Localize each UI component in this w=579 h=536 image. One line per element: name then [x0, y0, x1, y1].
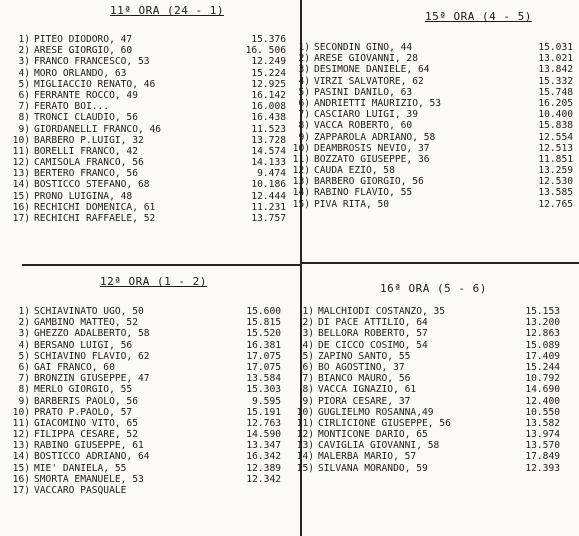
list-item [284, 109, 573, 120]
row-number: 2) [298, 53, 310, 65]
participant-value: 13.259 [538, 165, 573, 177]
participant-name: GIACOMINO VITO, 65 [34, 417, 138, 429]
participant-value: 14.590 [246, 429, 281, 441]
participant-name: VACCA IGNAZIO, 61 [318, 384, 417, 396]
row-number: 8) [298, 120, 310, 132]
participant-value: 12.530 [538, 176, 573, 188]
participant-name: RECHICHI DOMENICA, 61 [34, 201, 156, 213]
list-item [4, 146, 286, 157]
participant-name: MERLO GIORGIO, 55 [34, 384, 133, 396]
participant-name: SILVANA MORANDO, 59 [318, 462, 428, 474]
participant-name: DESIMONE DANIELE, 64 [314, 64, 430, 76]
row-number: 13) [12, 440, 30, 452]
participant-value: 16.008 [251, 101, 286, 113]
participant-name: FERATO BOI... [34, 101, 110, 113]
list-item [4, 373, 281, 384]
row-number: 11) [12, 417, 30, 429]
participant-value: 16.438 [251, 112, 286, 124]
row-number: 10) [292, 142, 310, 154]
participant-name: CASCIARO LUIGI, 39 [314, 109, 418, 121]
participant-value: 11.231 [251, 201, 286, 213]
list-item [284, 143, 573, 154]
participant-value: 13.585 [538, 187, 573, 199]
row-number: 11) [292, 153, 310, 165]
list-item [4, 317, 281, 328]
row-number: 14) [12, 451, 30, 463]
row-number: 15) [12, 462, 30, 474]
list-item [4, 101, 286, 112]
participant-name: BRONZIN GIUSEPPE, 47 [34, 373, 150, 385]
participant-name: BIANCO MAURO, 56 [318, 373, 411, 385]
participant-name: ANDRIETTI MAURIZIO, 53 [314, 97, 442, 109]
participant-value: 10.550 [525, 406, 560, 418]
list-item [284, 199, 573, 210]
participant-name: FRANCO FRANCESCO, 53 [34, 56, 150, 68]
participant-name: BERTERO FRANCO, 56 [34, 168, 138, 180]
participant-name: VACCA ROBERTO, 60 [314, 120, 413, 132]
row-number: 8) [302, 384, 314, 396]
list-item [4, 328, 281, 339]
participant-name: DE CICCO COSIMO, 54 [318, 339, 428, 351]
participant-value: 9.474 [257, 168, 286, 180]
participant-name: MONTICONE DARIO, 65 [318, 429, 428, 441]
participant-name: BORELLI FRANCO, 42 [34, 145, 138, 157]
row-number: 12) [292, 165, 310, 177]
participant-value: 16.381 [246, 339, 281, 351]
list-item [4, 56, 286, 67]
participant-value: 15.815 [246, 317, 281, 329]
row-number: 14) [12, 179, 30, 191]
list-item [288, 373, 560, 384]
participant-name: MIE' DANIELA, 55 [34, 462, 127, 474]
participant-name: DEAMBROSIS NEVIO, 37 [314, 142, 430, 154]
list-item [4, 440, 281, 451]
row-number: 4) [298, 75, 310, 87]
row-number: 3) [302, 328, 314, 340]
row-number: 7) [298, 109, 310, 121]
participant-value: 14.690 [525, 384, 560, 396]
participant-name: PRONO LUIGINA, 48 [34, 190, 133, 202]
participant-value: 13.021 [538, 53, 573, 65]
participant-value: 13.842 [538, 64, 573, 76]
participant-name: CAMISOLA FRANCO, 56 [34, 157, 144, 169]
participant-value: 11.523 [251, 123, 286, 135]
participant-value: 12.444 [251, 190, 286, 202]
quadrant-heading-12 [100, 275, 207, 288]
participant-value: 10.400 [538, 109, 573, 121]
participant-name: RABINO FLAVIO, 55 [314, 187, 413, 199]
participant-name: ZAPPAROLA ADRIANO, 58 [314, 131, 436, 143]
participant-name: BOSTICCO ADRIANO, 64 [34, 451, 150, 463]
list-item [284, 132, 573, 143]
participant-name: PIVA RITA, 50 [314, 198, 390, 210]
participant-value: 15.191 [246, 406, 281, 418]
list-item [4, 351, 281, 362]
row-number: 17) [12, 213, 30, 224]
participant-name: ARESE GIORGIO, 60 [34, 45, 133, 57]
list-item [284, 187, 573, 198]
row-number: 1) [18, 306, 30, 317]
participant-value: 12.389 [246, 462, 281, 474]
row-number: 10) [12, 134, 30, 146]
participant-name: PITEO DIODORO, 47 [34, 34, 133, 45]
row-number: 7) [302, 373, 314, 385]
participant-value: 12.513 [538, 142, 573, 154]
participant-name: RABINO GIUSEPPE, 61 [34, 440, 144, 452]
row-number: 4) [302, 339, 314, 351]
list-item [4, 168, 286, 179]
list-item [4, 191, 286, 202]
participant-name: DI PACE ATTILIO, 64 [318, 317, 428, 329]
row-number: 4) [18, 339, 30, 351]
quadrant-15-ora [284, 42, 573, 210]
row-number: 6) [18, 89, 30, 101]
participant-name: BERSANO LUIGI, 56 [34, 339, 133, 351]
row-number: 8) [18, 384, 30, 396]
list-item [4, 306, 281, 317]
participant-value: 15.600 [246, 306, 281, 317]
participant-name: VACCARO PASQUALE [34, 485, 127, 496]
participant-value: 15.332 [538, 75, 573, 87]
participant-name: SECONDIN GINO, 44 [314, 42, 413, 53]
participant-name: BARBERO GIORGIO, 56 [314, 176, 424, 188]
participant-name: MORO ORLANDO, 63 [34, 67, 127, 79]
row-number: 9) [298, 131, 310, 143]
participant-name: PRATO P.PAOLO, 57 [34, 406, 133, 418]
row-number: 14) [296, 451, 314, 463]
participant-name: SCHIAVINO FLAVIO, 62 [34, 350, 150, 362]
participant-value: 16.142 [251, 89, 286, 101]
list-item [4, 90, 286, 101]
participant-name: FILIPPA CESARE, 52 [34, 429, 138, 441]
participant-name: VIRZI SALVATORE, 62 [314, 75, 424, 87]
quadrant-heading-15 [425, 10, 532, 23]
list-item [4, 135, 286, 146]
participant-name: CAUDA EZIO, 58 [314, 165, 395, 177]
participant-name: FERRANTE ROCCO, 49 [34, 89, 138, 101]
participant-name: RECHICHI RAFFAELE, 52 [34, 213, 156, 224]
row-number: 5) [18, 78, 30, 90]
row-number: 12) [12, 157, 30, 169]
participant-name: MIGLIACCIO RENATO, 46 [34, 78, 156, 90]
list-item [4, 68, 286, 79]
participant-value: 12.400 [525, 395, 560, 407]
participant-value: 12.249 [251, 56, 286, 68]
row-number: 16) [12, 201, 30, 213]
list-item [284, 76, 573, 87]
list-item [4, 474, 281, 485]
participant-value: 13.974 [525, 429, 560, 441]
participant-value: 15.224 [251, 67, 286, 79]
quadrant-12-ora [4, 306, 281, 496]
participant-name: ARESE GIOVANNI, 28 [314, 53, 418, 65]
participant-value: 13.200 [525, 317, 560, 329]
participant-value: 17.849 [525, 451, 560, 463]
row-number: 5) [18, 350, 30, 362]
participant-value: 15.376 [251, 34, 286, 45]
participant-value: 13.582 [525, 417, 560, 429]
list-item [4, 179, 286, 190]
list-item [4, 418, 281, 429]
row-number: 2) [18, 45, 30, 57]
participant-name: BARBERIS PAOLO, 56 [34, 395, 138, 407]
participant-name: BOZZATO GIUSEPPE, 36 [314, 153, 430, 165]
participant-value: 17.075 [246, 361, 281, 373]
row-number: 12) [12, 429, 30, 441]
row-number: 11) [12, 145, 30, 157]
row-number: 9) [302, 395, 314, 407]
row-number: 6) [298, 97, 310, 109]
participant-name: GIORDANELLI FRANCO, 46 [34, 123, 162, 135]
list-item [4, 485, 281, 496]
list-item [4, 463, 281, 474]
list-item [4, 79, 286, 90]
list-item [284, 165, 573, 176]
participant-name: BO AGOSTINO, 37 [318, 361, 405, 373]
row-number: 10) [12, 406, 30, 418]
heading-text: 16ª ORA (5 - 6) [380, 282, 487, 295]
list-item [284, 154, 573, 165]
participant-value: 15.838 [538, 120, 573, 132]
participant-value: 12.765 [538, 198, 573, 210]
participant-value: 15.153 [525, 306, 560, 317]
participant-value: 10.186 [251, 179, 286, 191]
participant-name: GAMBINO MATTEO, 52 [34, 317, 138, 329]
list-item [284, 176, 573, 187]
participant-name: PIORA CESARE, 37 [318, 395, 411, 407]
row-number: 3) [18, 56, 30, 68]
participant-name: BARBERO P.LUIGI, 32 [34, 134, 144, 146]
row-number: 3) [18, 328, 30, 340]
participant-value: 15.244 [525, 361, 560, 373]
participant-name: TRONCI CLAUDIO, 56 [34, 112, 138, 124]
list-item [4, 157, 286, 168]
participant-name: MALERBA MARIO, 57 [318, 451, 417, 463]
list-item [4, 45, 286, 56]
participant-value: 15.520 [246, 328, 281, 340]
list-item [4, 34, 286, 45]
list-item [288, 440, 560, 451]
participant-name: CAVIGLIA GIOVANNI, 58 [318, 440, 440, 452]
list-item [288, 328, 560, 339]
list-item [4, 362, 281, 373]
list-item [4, 124, 286, 135]
participant-value: 12.925 [251, 78, 286, 90]
list-item [288, 407, 560, 418]
participant-value: 12.393 [525, 462, 560, 474]
list-item [288, 384, 560, 395]
row-number: 2) [18, 317, 30, 329]
list-item [288, 463, 560, 474]
participant-name: GHEZZO ADALBERTO, 58 [34, 328, 150, 340]
list-item [284, 53, 573, 64]
row-number: 5) [298, 86, 310, 98]
quadrant-heading-16 [380, 282, 487, 295]
row-number: 16) [12, 473, 30, 485]
horizontal-divider-left [22, 264, 300, 266]
list-item [288, 317, 560, 328]
row-number: 17) [12, 485, 30, 496]
quadrant-11-ora [4, 34, 286, 224]
participant-name: GUGLIELMO ROSANNA,49 [318, 406, 434, 418]
participant-value: 16.342 [246, 451, 281, 463]
list-item [4, 202, 286, 213]
list-item [288, 362, 560, 373]
row-number: 5) [302, 350, 314, 362]
list-item [4, 451, 281, 462]
participant-value: 15.031 [538, 42, 573, 53]
list-item [288, 429, 560, 440]
list-item [4, 112, 286, 123]
row-number: 14) [292, 187, 310, 199]
participant-name: MALCHIODI COSTANZO, 35 [318, 306, 446, 317]
participant-value: 15.748 [538, 86, 573, 98]
participant-name: ZAPINO SANTO, 55 [318, 350, 411, 362]
participant-value: 13.570 [525, 440, 560, 452]
heading-text: 15ª ORA (4 - 5) [425, 10, 532, 23]
list-item [4, 384, 281, 395]
participant-value: 11.851 [538, 153, 573, 165]
row-number: 13) [296, 440, 314, 452]
participant-value: 10.792 [525, 373, 560, 385]
participant-value: 12.554 [538, 131, 573, 143]
participant-value: 17.075 [246, 350, 281, 362]
participant-value: 16.205 [538, 97, 573, 109]
list-item [4, 429, 281, 440]
participant-value: 14.574 [251, 145, 286, 157]
row-number: 15) [296, 462, 314, 474]
row-number: 9) [18, 123, 30, 135]
participant-name: BELLORA ROBERTO, 57 [318, 328, 428, 340]
list-item [4, 396, 281, 407]
participant-name: CIRLICIONE GIUSEPPE, 56 [318, 417, 451, 429]
row-number: 8) [18, 112, 30, 124]
row-number: 11) [296, 417, 314, 429]
participant-name: PASINI DANILO, 63 [314, 86, 413, 98]
row-number: 7) [18, 373, 30, 385]
participant-name: GAI FRANCO, 60 [34, 361, 115, 373]
list-item [288, 306, 560, 317]
quadrant-16-ora [288, 306, 560, 474]
row-number: 15) [292, 198, 310, 210]
list-item [288, 418, 560, 429]
list-item [4, 407, 281, 418]
row-number: 10) [296, 406, 314, 418]
list-item [284, 120, 573, 131]
participant-value: 12.763 [246, 417, 281, 429]
row-number: 12) [296, 429, 314, 441]
row-number: 6) [18, 361, 30, 373]
participant-name: SCHIAVINATO UGO, 50 [34, 306, 144, 317]
row-number: 3) [298, 64, 310, 76]
list-item [284, 98, 573, 109]
list-item [4, 340, 281, 351]
list-item [288, 351, 560, 362]
participant-value: 17.409 [525, 350, 560, 362]
row-number: 7) [18, 101, 30, 113]
participant-name: SMORTA EMANUELE, 53 [34, 473, 144, 485]
list-item [288, 396, 560, 407]
row-number: 13) [292, 176, 310, 188]
list-item [288, 451, 560, 462]
heading-text: 11ª ORA (24 - 1) [110, 4, 224, 17]
row-number: 15) [12, 190, 30, 202]
participant-value: 13.728 [251, 134, 286, 146]
list-item [284, 87, 573, 98]
participant-value: 14.133 [251, 157, 286, 169]
participant-value: 13.347 [246, 440, 281, 452]
heading-text: 12ª ORA (1 - 2) [100, 275, 207, 288]
participant-value: 15.089 [525, 339, 560, 351]
horizontal-divider-right [302, 262, 579, 264]
participant-value: 9.595 [252, 395, 281, 407]
row-number: 6) [302, 361, 314, 373]
list-item [4, 213, 286, 224]
list-item [284, 42, 573, 53]
participant-value: 12.863 [525, 328, 560, 340]
row-number: 2) [302, 317, 314, 329]
participant-value: 15.303 [246, 384, 281, 396]
participant-value: 13.584 [246, 373, 281, 385]
row-number: 9) [18, 395, 30, 407]
quadrant-heading-11 [110, 4, 224, 17]
list-item [288, 340, 560, 351]
participant-value: 16. 506 [245, 45, 286, 57]
list-item [284, 64, 573, 75]
participant-value: 12.342 [246, 473, 281, 485]
row-number: 13) [12, 168, 30, 180]
participant-value: 13.757 [251, 213, 286, 224]
row-number: 4) [18, 67, 30, 79]
row-number: 1) [18, 34, 30, 45]
row-number: 1) [298, 42, 310, 53]
participant-name: BOSTICCO STEFANO, 68 [34, 179, 150, 191]
row-number: 1) [302, 306, 314, 317]
